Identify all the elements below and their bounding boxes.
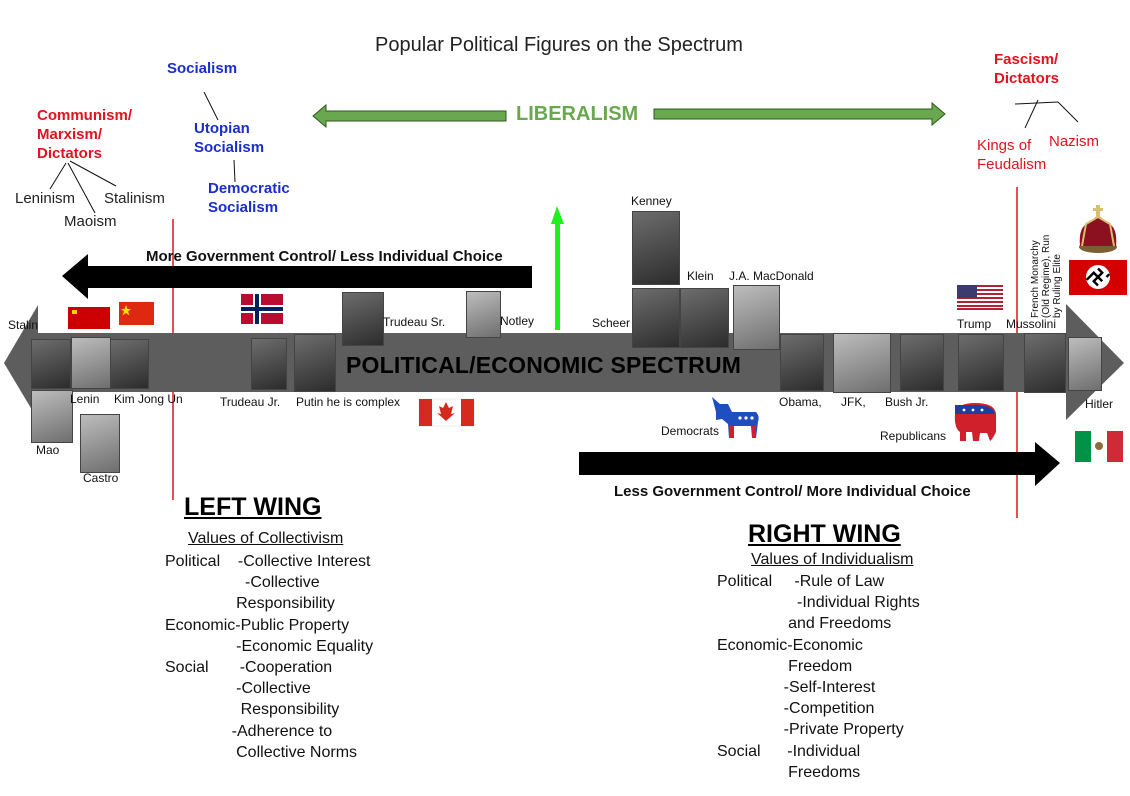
page-title: Popular Political Figures on the Spectrum bbox=[375, 34, 743, 56]
notley-photo bbox=[466, 291, 501, 338]
list-item: Social -Cooperation bbox=[165, 659, 333, 677]
norway-flag bbox=[241, 294, 283, 324]
republicans-label: Republicans bbox=[880, 429, 947, 443]
kim-jong-un-label: Kim Jong Un bbox=[114, 392, 183, 406]
list-item: Freedoms bbox=[717, 763, 861, 781]
putin-label: Putin he is complex bbox=[296, 395, 401, 409]
mussolini-photo bbox=[1024, 333, 1066, 393]
communism-label: Communism/ Marxism/ Dictators bbox=[37, 107, 133, 162]
left-wing-list bbox=[165, 551, 373, 763]
jfk-label: JFK, bbox=[841, 395, 866, 409]
nazism-label: Nazism bbox=[1049, 133, 1100, 150]
bush-photo bbox=[900, 334, 944, 391]
tree-line-fascism-kings bbox=[1025, 100, 1038, 128]
tree-line-communism-stalinism bbox=[70, 161, 116, 186]
lenin-label: Lenin bbox=[70, 392, 100, 406]
individual-choice-label: Less Government Control/ More Individual Choice bbox=[614, 483, 971, 500]
scheer-label: Scheer bbox=[592, 316, 631, 330]
nazi-flag bbox=[1069, 260, 1127, 295]
klein-photo bbox=[680, 288, 729, 348]
trudeau-sr-label: Trudeau Sr. bbox=[383, 315, 446, 329]
list-item: Responsibility bbox=[165, 701, 340, 719]
scheer-photo bbox=[632, 288, 680, 348]
center-up-arrow bbox=[551, 206, 564, 330]
leninism-label: Leninism bbox=[15, 190, 76, 207]
trudeau-jr-photo bbox=[251, 338, 287, 390]
obama-label: Obama, bbox=[779, 395, 822, 409]
list-item: -Collective bbox=[165, 574, 320, 592]
tree-line-communism-leninism bbox=[50, 163, 66, 189]
hitler-label: Hitler bbox=[1085, 397, 1114, 411]
trump-photo bbox=[958, 334, 1004, 391]
list-item: -Economic Equality bbox=[165, 637, 374, 655]
spectrum-label: POLITICAL/ECONOMIC SPECTRUM bbox=[346, 352, 742, 378]
right-wing-values: Values of Individualism bbox=[751, 551, 914, 568]
list-item: Political -Collective Interest bbox=[165, 553, 371, 570]
lenin-photo bbox=[71, 337, 111, 389]
republican-elephant-icon bbox=[955, 403, 996, 441]
obama-photo bbox=[780, 334, 824, 391]
french-monarchy-label: French Monarchy (Old Regime), Run by Ruling Elite bbox=[1030, 234, 1063, 318]
right-wing-heading: RIGHT WING bbox=[748, 520, 901, 548]
usa-flag bbox=[957, 285, 1003, 310]
bush-label: Bush Jr. bbox=[885, 395, 929, 409]
kings-of-feudalism-label: Kings of Feudalism bbox=[977, 137, 1047, 173]
mao-label: Mao bbox=[36, 443, 60, 457]
list-item: -Private Property bbox=[717, 721, 904, 739]
list-item: -Adherence to bbox=[165, 722, 333, 740]
castro-label: Castro bbox=[83, 471, 119, 485]
tree-line-socialism-utopian bbox=[204, 92, 218, 120]
left-wing-values: Values of Collectivism bbox=[188, 530, 344, 547]
list-item: -Competition bbox=[717, 700, 875, 718]
italy-flag bbox=[1075, 431, 1123, 462]
list-item: Freedom bbox=[717, 657, 853, 675]
list-item: Social -Individual bbox=[717, 742, 861, 760]
list-item: -Self-Interest bbox=[717, 679, 876, 697]
kenney-photo bbox=[632, 211, 680, 285]
trump-label: Trump bbox=[957, 317, 992, 331]
government-control-label: More Government Control/ Less Individual Choice bbox=[146, 248, 503, 265]
fascism-label: Fascism/ Dictators bbox=[994, 51, 1060, 87]
list-item: -Collective bbox=[165, 680, 311, 698]
socialism-label: Socialism bbox=[167, 60, 238, 77]
right-wing-list bbox=[717, 571, 920, 783]
trudeau-sr-photo bbox=[342, 292, 384, 346]
list-item: Economic-Economic bbox=[717, 636, 863, 654]
macdonald-photo bbox=[733, 285, 780, 350]
tree-line-nazism bbox=[1058, 102, 1078, 122]
kim-jong-un-photo bbox=[110, 339, 149, 389]
canada-flag bbox=[419, 399, 474, 426]
list-item: Responsibility bbox=[165, 595, 335, 613]
stalinism-label: Stalinism bbox=[104, 190, 165, 207]
hitler-photo bbox=[1068, 337, 1102, 391]
notley-label: Notley bbox=[500, 314, 535, 328]
stalin-label: Stalin bbox=[8, 318, 39, 332]
list-item: Political -Rule of Law bbox=[717, 573, 885, 590]
castro-photo bbox=[80, 414, 120, 473]
kenney-label: Kenney bbox=[631, 194, 672, 208]
left-wing-heading: LEFT WING bbox=[184, 493, 322, 521]
china-flag bbox=[119, 302, 154, 325]
democrats-label: Democrats bbox=[661, 424, 720, 438]
list-item: and Freedoms bbox=[717, 615, 892, 633]
maoism-label: Maoism bbox=[64, 213, 117, 230]
list-item: Collective Norms bbox=[165, 743, 358, 761]
macdonald-label: J.A. MacDonald bbox=[729, 269, 814, 283]
liberalism-label: LIBERALISM bbox=[516, 103, 639, 125]
trudeau-jr-label: Trudeau Jr. bbox=[220, 395, 281, 409]
individual-choice-arrow bbox=[579, 442, 1060, 486]
stalin-photo bbox=[31, 339, 71, 389]
democratic-socialism-label: Democratic Socialism bbox=[208, 180, 290, 216]
klein-label: Klein bbox=[687, 269, 714, 283]
mussolini-label: Mussolini bbox=[1006, 317, 1057, 331]
crown-icon bbox=[1079, 205, 1117, 253]
jfk-photo bbox=[833, 333, 891, 393]
ussr-flag bbox=[68, 307, 110, 329]
list-item: Economic-Public Property bbox=[165, 616, 350, 634]
putin-photo bbox=[294, 334, 336, 392]
list-item: -Individual Rights bbox=[717, 594, 920, 612]
utopian-socialism-label: Utopian Socialism bbox=[194, 120, 265, 156]
mao-photo bbox=[31, 390, 73, 443]
